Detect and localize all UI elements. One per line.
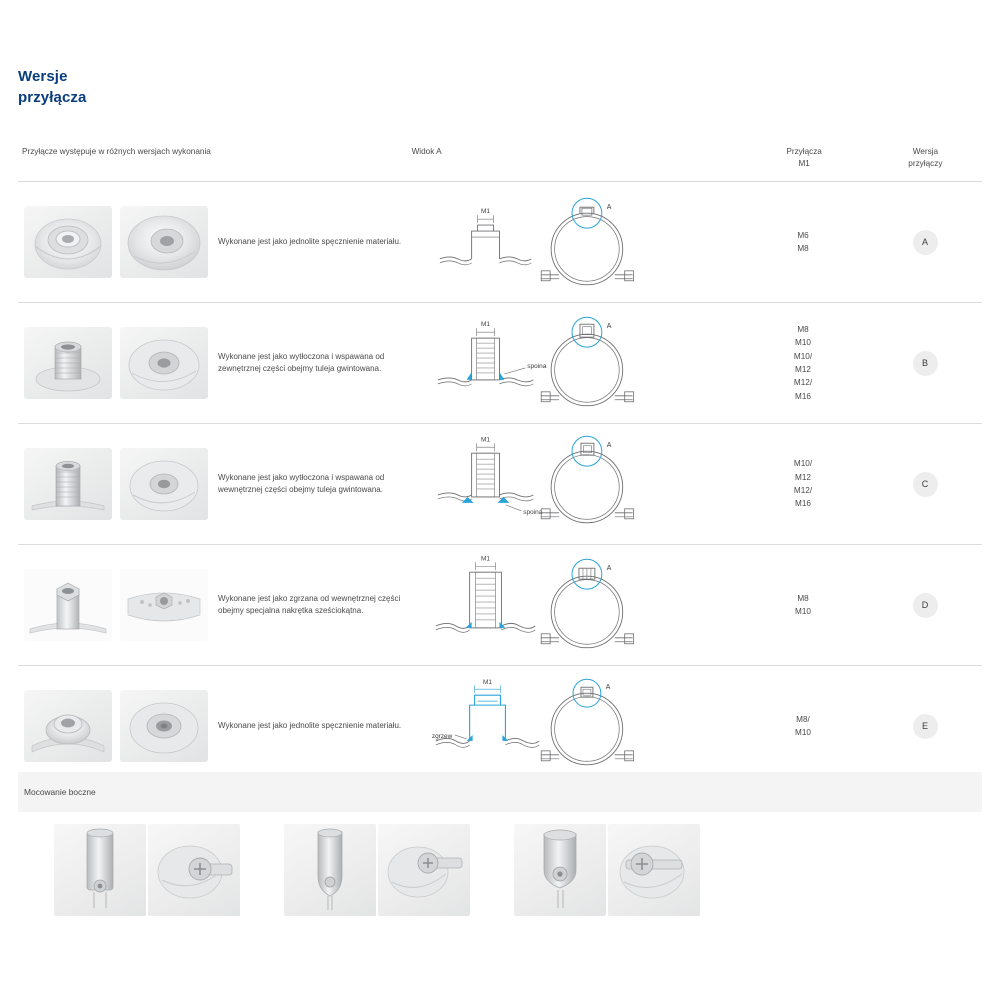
row-a-photos bbox=[22, 206, 210, 278]
row-e-photos bbox=[22, 690, 210, 762]
product-photo-a2 bbox=[120, 206, 208, 278]
row-a-view-cell bbox=[408, 182, 738, 302]
row-e-m1-0: M8/ bbox=[796, 714, 810, 724]
side-clamp-photo-2 bbox=[284, 824, 376, 916]
row-a-version-cell bbox=[868, 182, 982, 302]
row-e-callout-label: A bbox=[605, 684, 611, 692]
version-badge: A bbox=[913, 230, 938, 255]
side-bolt-photo-2 bbox=[378, 824, 470, 916]
row-d-m1-cell bbox=[738, 545, 868, 665]
table-row bbox=[18, 666, 982, 787]
header-version bbox=[869, 146, 982, 170]
table-row bbox=[18, 182, 982, 303]
row-b-m1-0: M8 bbox=[797, 325, 809, 335]
table-header-row bbox=[18, 136, 982, 182]
side-bolt-photo-3 bbox=[608, 824, 700, 916]
row-d-m1-0: M8 bbox=[797, 593, 809, 603]
product-photo-b1 bbox=[24, 327, 112, 399]
row-a-description: Wykonane jest jako jednolite spęcznienie materiału. bbox=[218, 236, 402, 246]
table-row bbox=[18, 545, 982, 666]
row-c-m1-0: M10/ bbox=[793, 459, 813, 469]
row-c-view-cell bbox=[408, 424, 738, 544]
side-mounting-photos bbox=[18, 824, 982, 924]
row-c-technical-drawing bbox=[410, 429, 738, 539]
row-e-technical-drawing bbox=[410, 671, 738, 781]
row-a-callout-label: A bbox=[606, 204, 612, 212]
header-m1 bbox=[740, 146, 869, 170]
row-d-photos bbox=[22, 569, 210, 641]
row-c-version-cell bbox=[868, 424, 982, 544]
page-title-line2: przyłącza bbox=[18, 89, 87, 107]
internal-sleeve-photo bbox=[24, 448, 112, 520]
row-d-m1-label: M1 bbox=[481, 555, 491, 563]
row-b-m1-label: M1 bbox=[481, 321, 491, 329]
row-d-description: Wykonane jest jako zgrzana od wewnętrznej części obejmy specjalna nakrętka sześciokątna. bbox=[218, 593, 401, 615]
row-c-photos bbox=[22, 448, 210, 520]
row-b-m1-1: M10 bbox=[795, 338, 811, 348]
row-b-m1-4: M12/ bbox=[793, 378, 813, 388]
side-photo-3b bbox=[608, 824, 700, 916]
row-d-m1-1: M10 bbox=[795, 607, 811, 616]
row-b-m1-2: M10/ bbox=[793, 351, 813, 361]
row-b-version-cell bbox=[868, 303, 982, 423]
threaded-sleeve-photo-top bbox=[120, 327, 208, 399]
header-m1-line2: M1 bbox=[798, 158, 810, 168]
pressed-boss-photo-top bbox=[120, 690, 208, 762]
row-c-description: Wykonane jest jako wytłoczona i wspawana od wewnętrznej części obejmy tuleja gwintowana. bbox=[218, 472, 385, 494]
internal-sleeve-photo-top bbox=[120, 448, 208, 520]
page-title bbox=[18, 66, 86, 109]
row-a-description-cell bbox=[18, 182, 408, 302]
row-a-m1-cell bbox=[738, 182, 868, 302]
row-d-description-cell bbox=[18, 545, 408, 665]
product-photo-a1 bbox=[24, 206, 112, 278]
row-b-callout-label: A bbox=[606, 323, 612, 331]
side-photo-3a bbox=[514, 824, 606, 916]
row-c-m1-cell bbox=[738, 424, 868, 544]
side-photo-1b bbox=[148, 824, 240, 916]
product-photo-e1 bbox=[24, 690, 112, 762]
row-a-m1-label: M1 bbox=[481, 208, 491, 216]
table-row bbox=[18, 424, 982, 545]
row-b-description: Wykonane jest jako wytłoczona i wspawana od zewnętrznej części obejmy tuleja gwintowana. bbox=[218, 351, 385, 373]
side-photo-2a bbox=[284, 824, 376, 916]
row-d-view-cell bbox=[408, 545, 738, 665]
product-photo-d1 bbox=[24, 569, 112, 641]
product-photo-d2 bbox=[120, 569, 208, 641]
table-row bbox=[18, 303, 982, 424]
row-d-version-cell bbox=[868, 545, 982, 665]
version-badge: D bbox=[913, 593, 938, 618]
row-b-description-cell bbox=[18, 303, 408, 423]
row-b-technical-drawing bbox=[410, 308, 738, 418]
hex-nut-photo bbox=[24, 569, 112, 641]
nut-photo-illustration bbox=[24, 206, 112, 278]
row-b-m1-5: M16 bbox=[795, 391, 811, 401]
row-b-m1-3: M12 bbox=[795, 365, 811, 374]
row-c-m1-3: M16 bbox=[795, 499, 811, 509]
version-badge: B bbox=[913, 351, 938, 376]
product-photo-e2 bbox=[120, 690, 208, 762]
row-a-m1-0: M6 bbox=[797, 230, 809, 240]
header-version-line1: Wersja bbox=[912, 147, 939, 156]
header-description: Przyłącze występuje w różnych wersjach wykonania bbox=[22, 147, 211, 156]
side-photo-1a bbox=[54, 824, 146, 916]
row-d-technical-drawing bbox=[410, 550, 738, 660]
product-photo-c2 bbox=[120, 448, 208, 520]
row-d-callout-label: A bbox=[606, 565, 612, 573]
row-c-callout-label: A bbox=[606, 442, 612, 450]
row-e-m1-1: M10 bbox=[795, 728, 811, 737]
side-clamp-photo-3 bbox=[514, 824, 606, 916]
row-e-m1-cell bbox=[738, 666, 868, 786]
side-photo-2b bbox=[378, 824, 470, 916]
row-c-m1-1: M12 bbox=[795, 472, 811, 482]
version-badge: C bbox=[913, 472, 938, 497]
row-c-m1-2: M12/ bbox=[793, 486, 813, 495]
versions-table bbox=[18, 136, 982, 787]
row-b-photos bbox=[22, 327, 210, 399]
row-a-m1-1: M8 bbox=[797, 244, 809, 253]
side-mounting-band bbox=[18, 772, 982, 812]
page-title-line1: Wersje bbox=[18, 68, 68, 85]
row-b-view-cell bbox=[408, 303, 738, 423]
row-a-technical-drawing bbox=[410, 187, 738, 297]
version-badge: E bbox=[913, 714, 938, 739]
nut-photo-illustration-top bbox=[120, 206, 208, 278]
row-e-weld-label: zgrzew bbox=[431, 732, 453, 740]
side-bolt-photo bbox=[148, 824, 240, 916]
header-version-line2: przyłączy bbox=[908, 158, 943, 168]
row-c-weld-label: spoina bbox=[523, 508, 543, 516]
hex-nut-photo-top bbox=[120, 569, 208, 641]
row-e-view-cell bbox=[408, 666, 738, 786]
threaded-sleeve-photo bbox=[24, 327, 112, 399]
pressed-boss-photo bbox=[24, 690, 112, 762]
row-e-description-cell bbox=[18, 666, 408, 786]
row-c-m1-label: M1 bbox=[481, 436, 491, 444]
header-view: Widok A bbox=[411, 147, 442, 156]
product-photo-b2 bbox=[120, 327, 208, 399]
row-e-version-cell bbox=[868, 666, 982, 786]
row-b-m1-cell bbox=[738, 303, 868, 423]
row-b-weld-label: spoina bbox=[527, 362, 547, 370]
side-clamp-photo bbox=[54, 824, 146, 916]
row-e-description: Wykonane jest jako jednolite spęcznienie materiału. bbox=[218, 720, 402, 730]
product-photo-c1 bbox=[24, 448, 112, 520]
header-m1-line1: Przyłącza bbox=[786, 147, 822, 156]
row-e-m1-label: M1 bbox=[483, 679, 493, 687]
row-c-description-cell bbox=[18, 424, 408, 544]
side-mounting-label: Mocowanie boczne bbox=[24, 787, 96, 797]
